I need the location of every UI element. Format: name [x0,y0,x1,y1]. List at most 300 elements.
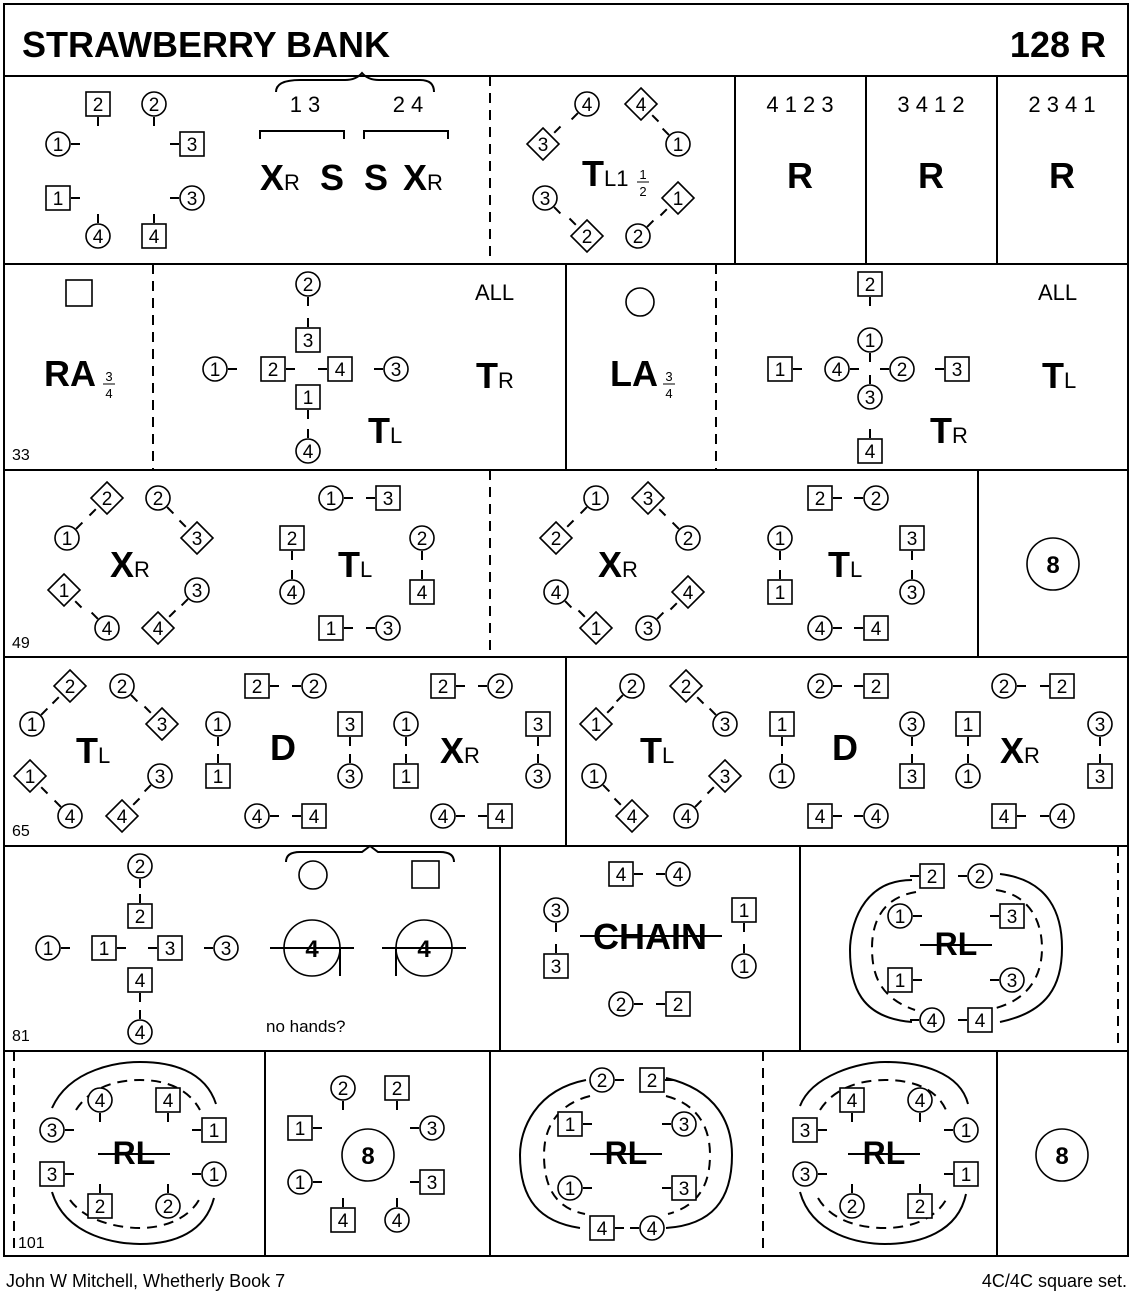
lady-1-marker [888,904,922,928]
man-1-marker [288,1116,322,1140]
svg-text:4: 4 [494,807,506,828]
man-2-marker [245,674,279,698]
svg-text:3: 3 [1006,971,1018,992]
lady-3-marker [204,936,238,960]
corner-2-marker [53,670,87,704]
lady-1-marker [663,129,690,156]
man-1-marker [888,968,922,992]
lady-1-marker [956,754,980,788]
svg-text:4: 4 [831,360,843,381]
svg-text:3: 3 [550,901,562,922]
svg-text:2: 2 [416,529,428,550]
svg-text:2: 2 [308,677,320,698]
svg-text:3: 3 [302,331,314,352]
footer-set-info: 4C/4C square set. [981,1271,1127,1291]
svg-text:4: 4 [615,865,627,886]
reel-label: R [1049,155,1075,196]
reel-of-four-label: RL [862,1135,906,1171]
man-4-marker [858,429,882,463]
lady-4-marker [910,1008,944,1032]
svg-text:2: 2 [814,489,826,510]
svg-text:4: 4 [870,619,882,640]
lady-1-marker [20,709,47,736]
svg-text:4: 4 [116,807,128,828]
lady-2-marker [142,92,166,126]
svg-text:3: 3 [642,619,654,640]
svg-text:1: 1 [24,767,36,788]
lady-2-marker [128,854,152,888]
lady-3-marker [900,712,924,746]
svg-text:2: 2 [162,1197,174,1218]
svg-text:1: 1 [590,715,602,736]
set-label: S [320,157,345,198]
man-3-marker [935,357,969,381]
man-1-marker [956,712,980,746]
svg-text:2: 2 [846,1197,858,1218]
corner-1-marker [48,574,82,608]
turn-left-label: TL [1042,355,1077,396]
svg-text:4: 4 [391,1211,403,1232]
svg-text:3: 3 [906,529,918,550]
man-4-marker [156,1088,180,1122]
lady-4-marker [128,1010,152,1044]
man-2-marker [385,1076,409,1110]
lady-2-marker [478,674,512,698]
turn-right-label: TR [476,355,514,396]
svg-text:2: 2 [680,677,692,698]
lady-3-marker [40,1118,74,1142]
lady-3-marker [533,186,560,213]
svg-text:4: 4 [152,619,164,640]
svg-text:2: 2 [391,1079,403,1100]
cross-right-label: XR [260,157,300,198]
lady-2-marker [626,221,653,248]
man-2-marker [128,894,152,928]
svg-text:4: 4 [581,95,593,116]
svg-text:1: 1 [672,135,684,156]
all-label: ALL [475,280,515,305]
lady-1-marker [770,754,794,788]
svg-text:4: 4 [814,807,826,828]
svg-text:1: 1 [42,939,54,960]
turn-left-label: TL [828,544,863,585]
man-2-marker [910,864,944,888]
svg-text:4: 4 [998,807,1010,828]
svg-text:4: 4 [437,807,449,828]
lady-2-marker [673,523,700,550]
svg-text:1: 1 [212,715,224,736]
svg-text:1: 1 [294,1173,306,1194]
lady-2-marker [958,864,992,888]
lady-2-marker [590,1068,624,1092]
svg-text:4: 4 [926,1011,938,1032]
svg-text:2: 2 [550,529,562,550]
svg-text:3: 3 [156,715,168,736]
cross-right-label: XR [110,544,150,585]
svg-text:3: 3 [799,1165,811,1186]
svg-text:2: 2 [998,677,1010,698]
man-3-marker [338,712,362,746]
lady-1-marker [582,764,609,791]
corner-2-marker [90,482,124,516]
lady-3-marker [710,709,737,736]
man-2-marker [908,1184,932,1218]
svg-text:1: 1 [774,583,786,604]
svg-text:3: 3 [426,1119,438,1140]
man-4-marker [478,804,512,828]
svg-text:3: 3 [382,619,394,640]
bar-number-81: 81 [12,1028,30,1045]
svg-text:2: 2 [615,995,627,1016]
dance-code: 128 R [1009,24,1106,65]
svg-text:1: 1 [52,135,64,156]
turn-right-label: TR [930,410,968,451]
svg-text:1: 1 [672,189,684,210]
svg-text:1: 1 [776,767,788,788]
man-3-marker [410,1170,444,1194]
svg-text:4: 4 [672,865,684,886]
svg-text:1: 1 [962,767,974,788]
svg-text:2: 2 [1056,677,1068,698]
man-3-marker [366,486,400,510]
svg-text:3: 3 [665,369,673,384]
man-3-marker [1088,754,1112,788]
svg-text:1: 1 [294,1119,306,1140]
svg-text:3: 3 [191,529,203,550]
bar-number-49: 49 [12,635,30,652]
brace-label-13: 1 3 [289,92,321,117]
man-1-marker [192,1118,226,1142]
svg-text:2: 2 [926,867,938,888]
man-2-marker [640,1068,674,1092]
svg-text:1: 1 [588,767,600,788]
lady-4-marker [245,804,279,828]
svg-text:1: 1 [960,1121,972,1142]
svg-text:1: 1 [325,489,337,510]
svg-text:2: 2 [814,677,826,698]
svg-text:3: 3 [864,388,876,409]
svg-text:8: 8 [361,1143,375,1170]
lady-1-marker [394,712,418,746]
svg-text:3: 3 [46,1121,58,1142]
svg-text:1: 1 [564,1115,576,1136]
svg-text:2: 2 [870,677,882,698]
svg-text:4: 4 [101,619,113,640]
svg-text:1: 1 [208,1165,220,1186]
lady-2-marker [146,486,173,513]
svg-text:3: 3 [220,939,232,960]
man-2-marker [86,92,110,126]
corner-4-marker [142,611,176,645]
corner-3-marker [180,521,214,555]
svg-text:1: 1 [590,619,602,640]
svg-text:4: 4 [334,360,346,381]
corner-3-marker [527,127,561,161]
svg-text:2: 2 [870,489,882,510]
lady-4-marker [92,613,119,640]
lady-1-marker [558,1176,592,1200]
fraction-num: 1 [639,167,647,182]
corner-4-marker [671,576,705,610]
man-3-marker [900,526,924,560]
turn-left-label: TL [338,544,373,585]
corner-1-marker [579,611,613,645]
lady-4-marker [674,801,701,828]
man-4-marker [410,570,434,604]
lady-2-marker [992,674,1026,698]
man-1-marker [92,936,126,960]
svg-text:2: 2 [116,677,128,698]
man-4-marker [331,1198,355,1232]
lady-3-marker [636,613,663,640]
svg-text:4: 4 [337,1211,349,1232]
man-3-marker [990,904,1024,928]
turn-left-label: TL [640,730,675,771]
svg-text:2: 2 [974,867,986,888]
lady-1-marker [55,523,82,550]
lady-1-marker [192,1162,226,1186]
svg-text:1: 1 [738,957,750,978]
man-1-marker [944,1162,978,1186]
svg-text:2: 2 [286,529,298,550]
svg-text:1: 1 [302,388,314,409]
lady-4-marker [385,1198,409,1232]
lady-3-marker [544,898,568,932]
man-2-marker [808,486,842,510]
reel-label: R [787,155,813,196]
lady-2-marker [880,357,914,381]
svg-text:4: 4 [914,1091,926,1112]
svg-text:4: 4 [665,386,673,401]
corner-4-marker [615,799,649,833]
svg-text:4: 4 [302,442,314,463]
svg-text:3: 3 [906,715,918,736]
svg-text:3: 3 [906,583,918,604]
svg-text:1: 1 [774,360,786,381]
svg-text:2: 2 [596,1071,608,1092]
svg-text:3: 3 [426,1173,438,1194]
man-2-marker [261,357,295,381]
man-4-marker [808,804,842,828]
corner-1-marker [14,760,48,794]
lady-3-marker [145,764,172,791]
man-4-marker [142,214,166,248]
svg-text:1: 1 [400,715,412,736]
fraction-den: 2 [639,184,647,199]
man-4-marker [854,616,888,640]
lady-2-marker [410,526,434,560]
order-1: 4 1 2 3 [766,92,834,117]
reel-label: R [918,155,944,196]
svg-text:4: 4 [680,807,692,828]
svg-text:1: 1 [776,715,788,736]
svg-text:8: 8 [1055,1143,1069,1170]
man-2-marker [854,674,888,698]
svg-text:3: 3 [1094,715,1106,736]
man-1-marker [732,898,756,932]
lady-3-marker [366,616,400,640]
left-hands-across-label: LA [610,353,658,394]
svg-text:2: 2 [626,677,638,698]
cross-right-label: XR [403,157,443,198]
corner-3-marker [708,760,742,794]
svg-text:4: 4 [550,583,562,604]
man-2-marker [431,674,465,698]
lady-2-marker [296,272,320,306]
svg-text:4: 4 [626,807,638,828]
lady-3-marker [170,186,204,210]
svg-text:1: 1 [52,189,64,210]
svg-text:2: 2 [64,677,76,698]
svg-text:1: 1 [209,360,221,381]
svg-text:4: 4 [814,619,826,640]
svg-text:2: 2 [267,360,279,381]
svg-text:1: 1 [58,581,70,602]
lady-4-marker [825,357,859,381]
man-1-marker [206,754,230,788]
svg-text:3: 3 [550,957,562,978]
lady-1-marker [319,486,353,510]
man-2-marker [858,272,882,306]
svg-text:4: 4 [148,227,160,248]
men-square-icon [66,280,92,306]
man-2-marker [1040,674,1074,698]
svg-text:4: 4 [635,95,647,116]
svg-text:3: 3 [154,767,166,788]
svg-text:4: 4 [870,807,882,828]
lady-4-marker [296,429,320,463]
man-1-marker [768,357,802,381]
ladies-circle-icon [626,288,654,316]
svg-text:3: 3 [719,767,731,788]
man-3-marker [296,318,320,352]
svg-text:4: 4 [305,936,319,963]
svg-text:2: 2 [148,95,160,116]
man-4-marker [318,357,352,381]
svg-text:2: 2 [864,275,876,296]
lady-3-marker [526,754,550,788]
svg-text:3: 3 [1094,767,1106,788]
svg-text:2: 2 [632,227,644,248]
svg-text:2: 2 [94,1197,106,1218]
svg-text:3: 3 [164,939,176,960]
lady-1-marker [732,944,756,978]
lady-1-marker [944,1118,978,1142]
man-3-marker [40,1162,74,1186]
svg-text:2: 2 [672,995,684,1016]
svg-text:4: 4 [416,583,428,604]
svg-text:1: 1 [61,529,73,550]
svg-text:1: 1 [98,939,110,960]
man-1-marker [770,712,794,746]
svg-text:4: 4 [846,1091,858,1112]
svg-text:3: 3 [532,715,544,736]
lady-1-marker [206,712,230,746]
svg-text:1: 1 [26,715,38,736]
lady-2-marker [292,674,326,698]
svg-text:4: 4 [286,583,298,604]
svg-text:4: 4 [134,971,146,992]
man-3-marker [526,712,550,746]
svg-text:4: 4 [864,442,876,463]
lady-4-marker [572,92,599,119]
lady-4-marker [854,804,888,828]
man-1-marker [394,754,418,788]
svg-text:2: 2 [494,677,506,698]
lady-4-marker [908,1088,932,1122]
lady-4-marker [544,580,571,607]
svg-text:2: 2 [437,677,449,698]
svg-text:4: 4 [974,1011,986,1032]
dance-title: STRAWBERRY BANK [22,24,391,65]
corner-2-marker [540,521,574,555]
bar-number-33: 33 [12,447,30,464]
svg-text:4: 4 [134,1023,146,1044]
cross-right-label: XR [1000,730,1040,771]
svg-text:1: 1 [212,767,224,788]
svg-text:3: 3 [390,360,402,381]
man-4-marker [292,804,326,828]
men-square-icon [412,861,439,888]
man-1-marker [296,385,320,419]
svg-text:4: 4 [308,807,320,828]
svg-text:3: 3 [344,767,356,788]
svg-text:3: 3 [951,360,963,381]
lady-3-marker [990,968,1024,992]
svg-text:1: 1 [962,715,974,736]
svg-text:2: 2 [101,489,113,510]
svg-text:1: 1 [960,1165,972,1186]
lady-3-marker [793,1162,827,1186]
svg-text:4: 4 [105,386,113,401]
svg-text:2: 2 [581,227,593,248]
footer-author: John W Mitchell, Whetherly Book 7 [6,1271,286,1291]
svg-text:1: 1 [774,529,786,550]
lady-2-marker [609,992,643,1016]
turn-left-label: TL [76,730,111,771]
no-hands-note: no hands? [266,1017,346,1036]
svg-text:4: 4 [1056,807,1068,828]
lady-3-marker [858,375,882,409]
cross-right-label: XR [598,544,638,585]
lady-1-marker [36,936,70,960]
corner-3-marker [145,707,179,741]
svg-text:2: 2 [337,1079,349,1100]
corner-2-marker [670,670,704,704]
svg-text:1: 1 [894,907,906,928]
svg-text:3: 3 [1006,907,1018,928]
svg-text:2: 2 [896,360,908,381]
svg-text:3: 3 [719,715,731,736]
svg-text:1: 1 [738,901,750,922]
svg-text:4: 4 [646,1219,658,1240]
lady-2-marker [156,1184,180,1218]
man-4-marker [992,804,1026,828]
lady-2-marker [808,674,842,698]
man-3-marker [900,754,924,788]
svg-text:3: 3 [678,1115,690,1136]
lady-4-marker [280,570,304,604]
brace-label-24: 2 4 [392,92,424,117]
man-3-marker [793,1118,827,1142]
svg-text:4: 4 [682,583,694,604]
lady-2-marker [110,674,137,701]
svg-text:3: 3 [191,581,203,602]
svg-text:3: 3 [799,1121,811,1142]
reel-of-four-label: RL [604,1135,648,1171]
reel-of-four-label: RL [112,1135,156,1171]
lady-1-marker [768,526,792,560]
